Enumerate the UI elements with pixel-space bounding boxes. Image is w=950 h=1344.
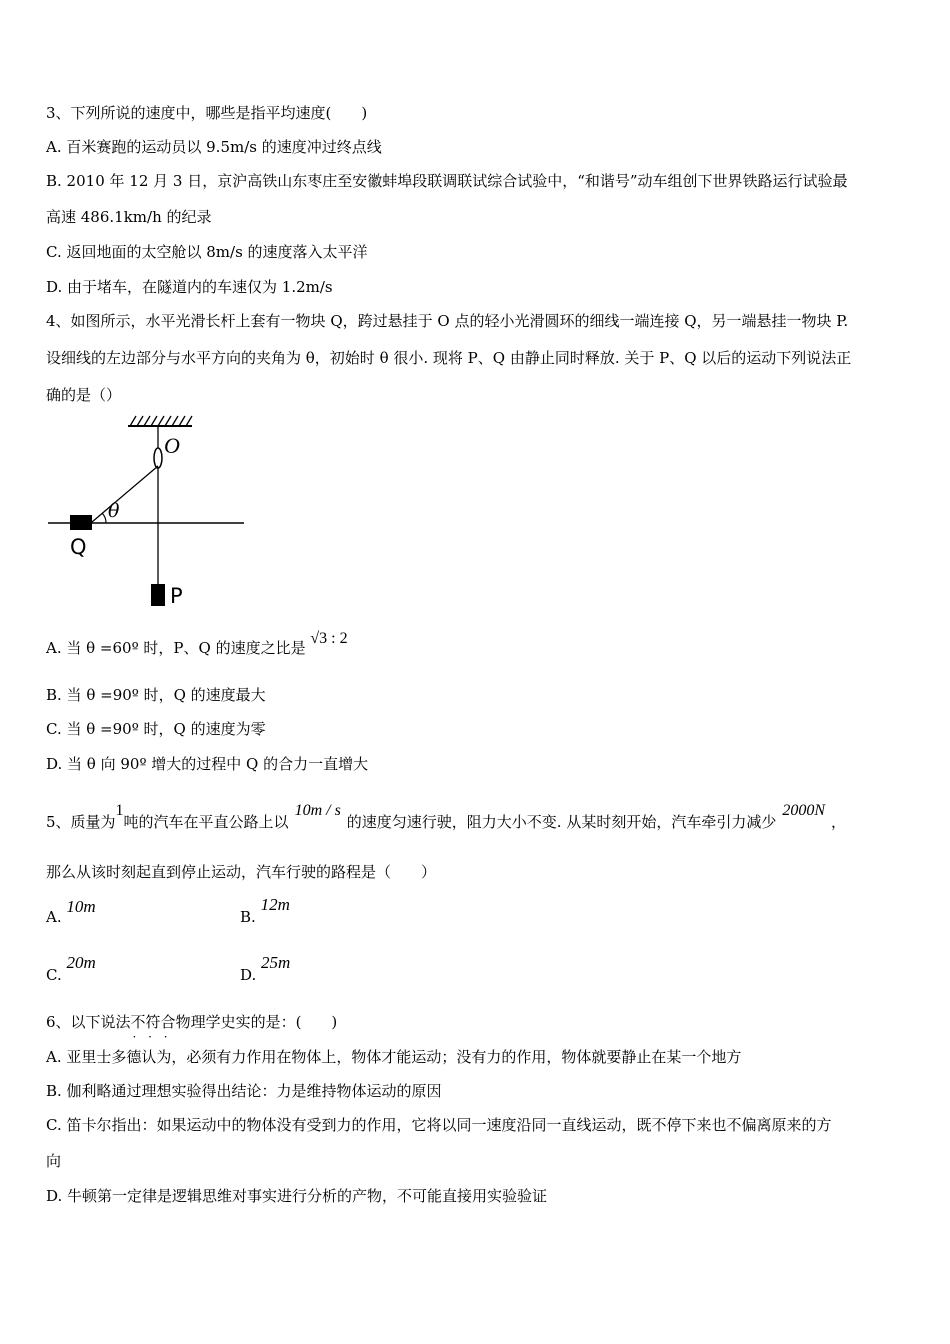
q3-option-b-line2: 高速 486.1km/h 的纪录 (46, 208, 212, 226)
q4-option-d: D. 当 θ 向 90º 增大的过程中 Q 的合力一直增大 (46, 755, 369, 773)
q6-stem-pre: 6、以下说法 (46, 1013, 131, 1031)
label-q: Q (70, 535, 87, 559)
label-o: O (164, 433, 180, 458)
q4-option-a-text: A. 当 θ =60º 时，P、Q 的速度之比是 (46, 639, 306, 657)
q6-option-d: D. 牛顿第一定律是逻辑思维对事实进行分析的产物，不可能直接用实验验证 (46, 1187, 548, 1205)
q4-figure (44, 410, 254, 610)
block-p (151, 584, 165, 606)
q5-mass: 1 (115, 802, 124, 819)
q5-speed: 10m / s (294, 802, 341, 819)
q5-text-2: 吨的汽车在平直公路上以 (123, 813, 289, 831)
q5-option-b (240, 895, 290, 927)
q6-stem (46, 1012, 337, 1032)
q4-option-a (46, 630, 348, 659)
q4-option-a-ratio: √3 : 2 (310, 630, 348, 647)
q5-option-d-value: 25m (261, 953, 291, 972)
q6-option-b: B. 伽利略通过理想实验得出结论：力是维持物体运动的原因 (46, 1082, 442, 1100)
q3-option-a: A. 百米赛跑的运动员以 9.5m/s 的速度冲过终点线 (46, 138, 382, 156)
q5-option-b-value: 12m (260, 895, 290, 914)
q3-stem: 3、下列所说的速度中，哪些是指平均速度( ) (46, 104, 368, 122)
q5-stem-line1 (46, 802, 847, 833)
ring (154, 448, 162, 468)
q6-option-c-line2: 向 (46, 1152, 62, 1170)
q6-stem-post: 物理学史实的是：( ) (175, 1013, 338, 1031)
ceiling-hatch (130, 416, 192, 426)
q4-option-c: C. 当 θ =90º 时，Q 的速度为零 (46, 720, 266, 738)
block-q (70, 515, 92, 530)
q4-stem-line2: 设细线的左边部分与水平方向的夹角为 θ，初始时 θ 很小. 现将 P、Q 由静止同时释放. 关于 P、Q 以后的运动下列说法正 (46, 349, 852, 367)
angle-arc (102, 513, 106, 523)
q5-option-d-label: D. (240, 966, 257, 984)
q5-option-b-label: B. (240, 908, 256, 926)
q4-stem-line1: 4、如图所示，水平光滑长杆上套有一物块 Q，跨过悬挂于 O 点的轻小光滑圆环的细线一端连接 Q，另一端悬挂一物块 P. (46, 312, 849, 330)
q5-option-d (240, 953, 291, 985)
q6-stem-emphasis: 不符合 · · · (131, 1013, 176, 1031)
label-theta: θ (108, 500, 120, 522)
q6-option-c-line1: C. 笛卡尔指出：如果运动中的物体没有受到力的作用，它将以同一速度沿同一直线运动，既不停下来也不偏离原来的方 (46, 1116, 832, 1134)
q5-option-a-label: A. (46, 908, 62, 926)
q4-option-b: B. 当 θ =90º 时，Q 的速度最大 (46, 686, 266, 704)
q5-text-4: ， (831, 813, 847, 831)
q3-option-c: C. 返回地面的太空舱以 8m/s 的速度落入太平洋 (46, 243, 368, 261)
q3-option-d: D. 由于堵车，在隧道内的车速仅为 1.2m/s (46, 278, 333, 296)
q5-option-c-label: C. (46, 966, 62, 984)
q5-stem-line2: 那么从该时刻起直到停止运动，汽车行驶的路程是（ ） (46, 863, 437, 881)
q5-force: 2000N (782, 802, 826, 819)
q5-option-c (46, 953, 96, 985)
q5-text-3: 的速度匀速行驶，阻力大小不变. 从某时刻开始，汽车牵引力减少 (346, 813, 777, 831)
q3-option-b-line1: B. 2010 年 12 月 3 日，京沪高铁山东枣庄至安徽蚌埠段联调联试综合试验中，“和谐号”动车组创下世界铁路运行试验最 (46, 172, 848, 190)
q5-text-1: 5、质量为 (46, 813, 116, 831)
q5-option-a (46, 897, 96, 927)
q6-option-a: A. 亚里士多德认为，必须有力作用在物体上，物体才能运动；没有力的作用，物体就要静止在某一个地方 (46, 1048, 742, 1066)
q5-option-a-value: 10m (66, 897, 96, 916)
q4-stem-line3: 确的是（） (46, 386, 122, 404)
label-p: P (170, 584, 183, 608)
q5-option-c-value: 20m (66, 953, 96, 972)
